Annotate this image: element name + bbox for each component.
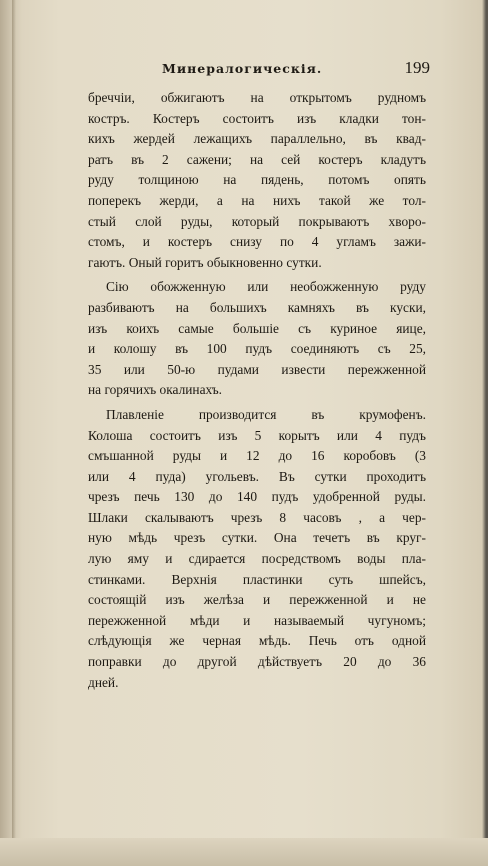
page-gutter-shadow [12, 0, 16, 866]
text-line: костръ. Костеръ состоитъ изъ кладки тон- [88, 110, 426, 126]
page-number: 199 [404, 58, 430, 77]
text-line: лую яму и сдирается посредствомъ воды пла- [88, 551, 426, 567]
text-line: стинками. Верхнія пластинки суть шпейсъ, [88, 571, 426, 587]
text-line: стый слой руды, который покрываютъ хворо- [88, 213, 426, 229]
page-bottom-margin [0, 838, 488, 866]
text-line: изъ коихъ самые большіе съ куриное яице, [88, 320, 426, 336]
text-line: ратъ въ 2 сажени; на сей костеръ кладутъ [88, 151, 426, 167]
text-line: 35 или 50-ю пудами извести пережженной [88, 361, 426, 377]
paragraph-2 [88, 277, 426, 401]
running-head [162, 58, 430, 80]
text-line: Плавленіе производится въ крумофенъ. [106, 406, 426, 422]
text-line: кихъ жердей лежащихъ параллельно, въ квад- [88, 131, 426, 147]
text-line: Шлаки скалываютъ чрезъ 8 часовъ , а чер- [88, 509, 426, 525]
text-line: ную мѣдь чрезъ сутки. Она течетъ въ круг- [88, 530, 426, 546]
text-line: и колошу въ 100 пудъ соединяютъ съ 25, [88, 341, 426, 357]
text-line: или 4 пуда) угольевъ. Въ сутки проходитъ [88, 468, 426, 484]
text-line: дней. [88, 674, 119, 690]
text-line: поправки до другой дѣйствуетъ 20 до 36 [88, 654, 426, 670]
text-line: Колоша состоитъ изъ 5 корытъ или 4 пудъ [88, 427, 426, 443]
paragraph-3 [88, 405, 426, 693]
text-line: бреччіи, обжигаютъ на открытомъ рудномъ [88, 90, 426, 105]
text-line: гаютъ. Оный горитъ обыкновенно сутки. [88, 254, 322, 270]
text-line: Сію обожженную или необожженную руду [106, 279, 426, 295]
text-line: поперекъ жерди, а на нихъ такой же тол- [88, 192, 426, 208]
text-line: пережженной мѣди и называемый чугуномъ; [88, 612, 426, 628]
text-line: чрезъ печь 130 до 140 пудъ удобренной руды. [88, 489, 426, 505]
text-line: разбиваютъ на большихъ камняхъ въ куски, [88, 299, 426, 315]
running-title: Минералогическія. [162, 61, 323, 76]
text-line: состоящій изъ желѣза и пережженной и не [88, 592, 426, 608]
body-text [88, 88, 426, 693]
text-line: слѣдующія же черная мѣдь. Печь отъ одной [88, 633, 426, 649]
paragraph-1 [88, 88, 426, 273]
text-line: смъшанной руды и 12 до 16 коробовъ (3 [88, 448, 426, 464]
text-line: на горячихъ окалинахъ. [88, 382, 222, 398]
text-line: руду толщиною на пядень, потомъ опять [88, 172, 426, 188]
text-line: стомъ, и костеръ снизу по 4 угламъ зажи- [88, 234, 426, 250]
